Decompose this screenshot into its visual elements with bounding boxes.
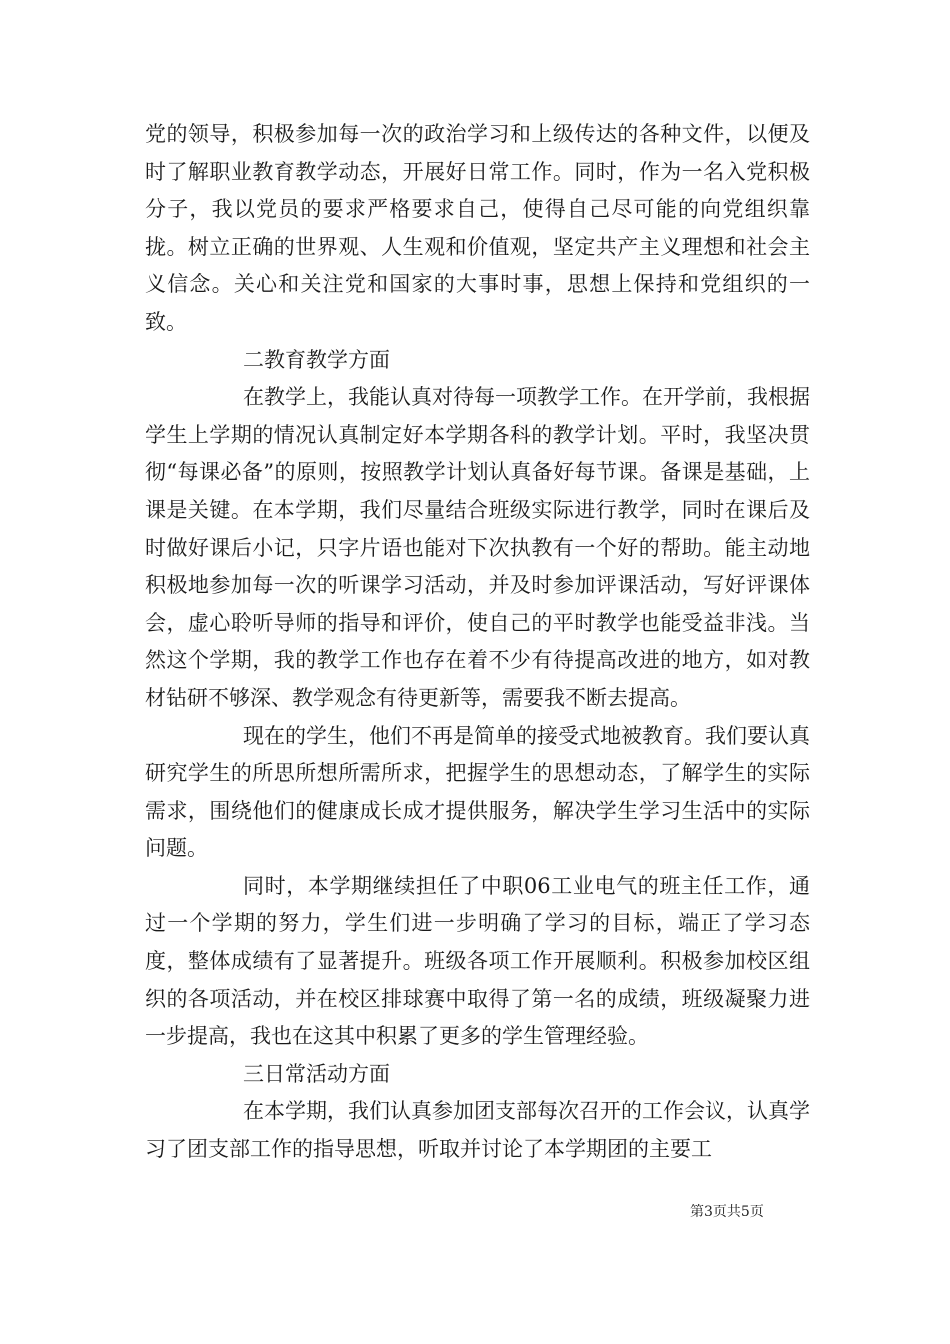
section-heading-daily-activities: 三日常活动方面 <box>243 1061 390 1086</box>
paragraph-students: 现在的学生，他们不再是简单的接受式地被教育。我们要认真研究学生的所思所想所需所求，把握学生的思想动态，了解学生的实际需求，围绕他们的健康成长成才提供服务，解决学生学习生活中的实际问题。 <box>145 723 810 861</box>
section-heading-teaching: 二教育教学方面 <box>243 347 390 372</box>
paragraph-class-teacher: 同时，本学期继续担任了中职06工业电气的班主任工作，通过一个学期的努力，学生们进一步明确了学习的目标，端正了学习态度，整体成绩有了显著提升。班级各项工作开展顺利。积极参加校区组织的各项活动，并在校区排球赛中取得了第一名的成绩，班级凝聚力进一步提高，我也在这其中积累了更多的学生管理经验。 <box>145 873 810 1049</box>
paragraph-teaching-work: 在教学上，我能认真对待每一项教学工作。在开学前，我根据学生上学期的情况认真制定好本学期各科的教学计划。平时，我坚决贯彻“每课必备”的原则，按照教学计划认真备好每节课。备课是基础，上课是关键。在本学期，我们尽量结合班级实际进行教学，同时在课后及时做好课后小记，只字片语也能对下次执教有一个好的帮助。能主动地积极地参加每一次的听课学习活动，并及时参加评课活动，写好评课体会，虚心聆听导师的指导和评价，使自己的平时教学也能受益非浅。当然这个学期，我的教学工作也存在着不少有待提高改进的地方，如对教材钻研不够深、教学观念有待更新等，需要我不断去提高。 <box>145 385 810 710</box>
document-body <box>145 116 810 1169</box>
page-number-footer: 第3页共5页 <box>690 1204 764 1220</box>
paragraph-league-branch: 在本学期，我们认真参加团支部每次召开的工作会议，认真学习了团支部工作的指导思想，听取并讨论了本学期团的主要工 <box>145 1099 810 1162</box>
paragraph-party-leadership: 党的领导，积极参加每一次的政治学习和上级传达的各种文件，以便及时了解职业教育教学动态，开展好日常工作。同时，作为一名入党积极分子，我以党员的要求严格要求自己，使得自己尽可能的向党组织靠拢。树立正确的世界观、人生观和价值观，坚定共产主义理想和社会主义信念。关心和关注党和国家的大事时事，思想上保持和党组织的一致。 <box>145 122 810 334</box>
